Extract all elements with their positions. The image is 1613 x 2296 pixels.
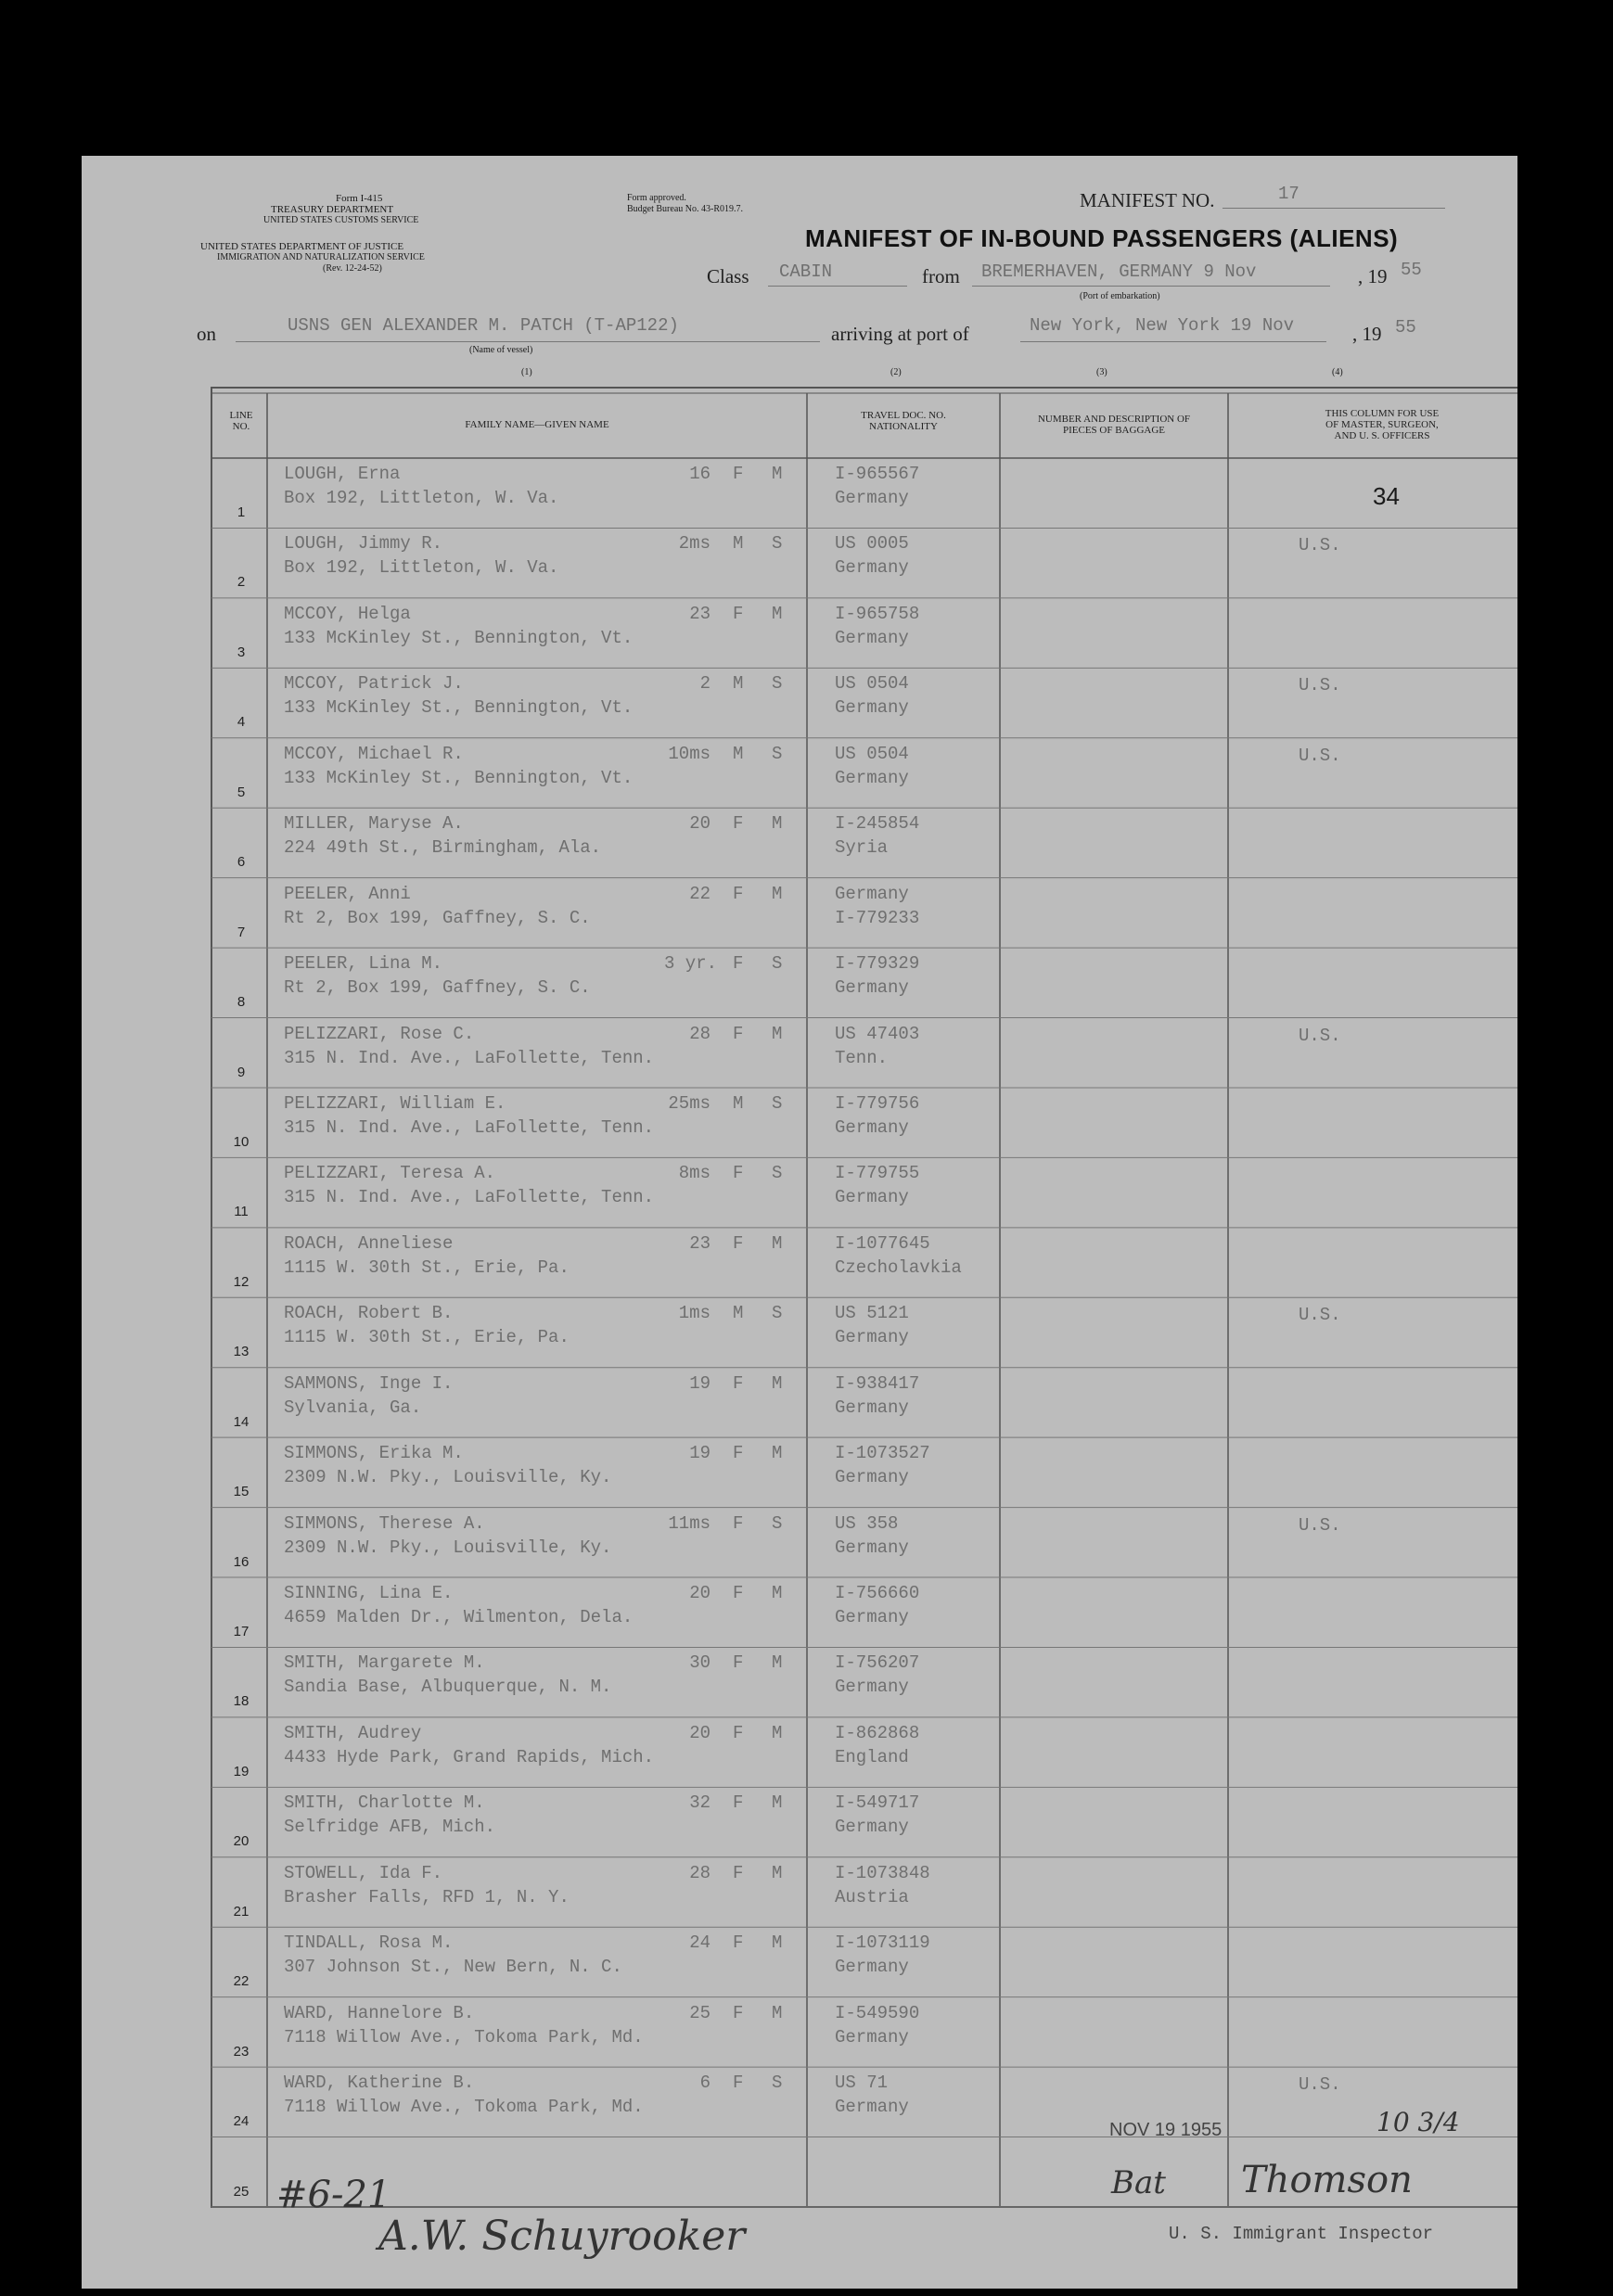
manifest-sheet: [82, 156, 1517, 2289]
passenger-age: 2ms: [678, 533, 710, 555]
passenger-name: SIMMONS, Therese A.: [284, 1512, 485, 1534]
passenger-age: 2: [699, 673, 710, 695]
passenger-sex: F: [733, 1372, 744, 1394]
passenger-name: SMITH, Audrey: [284, 1722, 422, 1743]
col-travel: [807, 410, 1000, 432]
table-row: [82, 1018, 1517, 1088]
passenger-age: 23: [689, 603, 710, 624]
passenger-marital: S: [772, 1163, 783, 1184]
passenger-name: SMITH, Margarete M.: [284, 1652, 485, 1674]
passenger-name: WARD, Hannelore B.: [284, 2002, 475, 2023]
passenger-age: 8ms: [678, 1163, 710, 1184]
passenger-sex: F: [733, 813, 744, 835]
line-number: 19: [233, 1763, 250, 1779]
passenger-address: 133 McKinley St., Bennington, Vt.: [284, 697, 634, 719]
line-number: 24: [233, 2113, 250, 2130]
passenger-address: 4433 Hyde Park, Grand Rapids, Mich.: [284, 1746, 655, 1767]
col-officers: [1228, 408, 1536, 441]
table-row: [82, 2067, 1517, 2137]
passenger-address: 2309 N.W. Pky., Louisville, Ky.: [284, 1467, 612, 1488]
col-baggage-1: NUMBER AND DESCRIPTION OF: [1037, 414, 1191, 425]
nationality: Syria: [835, 837, 889, 859]
line-number: 25: [233, 2183, 250, 2200]
passenger-name: SAMMONS, Inge I.: [284, 1372, 454, 1394]
passenger-age: 3 yr.: [664, 953, 718, 975]
from-label: from: [922, 265, 960, 287]
travel-doc-no: Germany: [835, 883, 909, 904]
passenger-sex: F: [733, 1652, 744, 1674]
passenger-sex: F: [733, 464, 744, 484]
nationality: Tenn.: [835, 1047, 889, 1068]
budget-bureau: Budget Bureau No. 43-R019.7.: [627, 204, 743, 214]
nationality: Germany: [835, 697, 909, 719]
table-row: [82, 1997, 1517, 2067]
travel-doc-no: US 47403: [835, 1023, 920, 1044]
col-travel-doc: TRAVEL DOC. NO.: [861, 410, 946, 421]
on-label: on: [197, 323, 216, 345]
passenger-sex: F: [733, 1443, 744, 1464]
vessel-caption: (Name of vessel): [469, 345, 533, 355]
line-number: 6: [237, 854, 246, 871]
passenger-address: 7118 Willow Ave., Tokoma Park, Md.: [284, 2097, 644, 2118]
passenger-address: Selfridge AFB, Mich.: [284, 1817, 496, 1838]
travel-doc-no: I-779329: [835, 953, 920, 975]
passenger-name: MCCOY, Michael R.: [284, 743, 464, 764]
passenger-age: 20: [689, 1583, 710, 1604]
inspector-label: U. S. Immigrant Inspector: [1169, 2224, 1434, 2244]
line-number: 17: [233, 1624, 250, 1640]
year-prefix-2: , 19: [1352, 323, 1382, 345]
travel-doc-no: US 5121: [835, 1303, 909, 1324]
passenger-name: PEELER, Anni: [284, 883, 411, 904]
col-officers-1: THIS COLUMN FOR USE: [1325, 408, 1440, 419]
table-row: [82, 1787, 1517, 1856]
passenger-sex: F: [733, 1023, 744, 1044]
table-row: [82, 738, 1517, 808]
justice-dept: UNITED STATES DEPARTMENT OF JUSTICE: [200, 241, 404, 252]
nationality: Czecholavkia: [835, 1256, 962, 1278]
col-nationality: NATIONALITY: [869, 421, 938, 432]
passenger-age: 28: [689, 1023, 710, 1044]
passenger-age: 22: [689, 883, 710, 904]
line-number: 8: [237, 994, 246, 1011]
passenger-age: 32: [689, 1792, 710, 1814]
officer-count: 34: [1373, 482, 1400, 510]
line-number: 15: [233, 1484, 250, 1500]
passenger-age: 1ms: [678, 1303, 710, 1324]
passenger-age: 20: [689, 813, 710, 835]
passenger-address: 7118 Willow Ave., Tokoma Park, Md.: [284, 2026, 644, 2047]
passenger-marital: M: [772, 1023, 783, 1044]
line-number: 4: [237, 714, 246, 731]
col-baggage-2: PIECES OF BAGGAGE: [1062, 425, 1165, 436]
passenger-marital: M: [772, 1372, 783, 1394]
line-number: 7: [237, 924, 246, 940]
nationality: Austria: [835, 1886, 909, 1907]
passenger-name: WARD, Katherine B.: [284, 2073, 475, 2094]
passenger-sex: M: [733, 743, 744, 764]
nationality: Germany: [835, 767, 909, 788]
passenger-sex: M: [733, 1303, 744, 1324]
nationality: Germany: [835, 1957, 909, 1978]
total-note: #6-21: [276, 2174, 391, 2216]
passenger-name: PEELER, Lina M.: [284, 953, 443, 975]
passenger-name: PELIZZARI, William E.: [284, 1092, 506, 1114]
passenger-sex: F: [733, 603, 744, 624]
travel-doc-no: I-779755: [835, 1163, 920, 1184]
nationality: Germany: [835, 1397, 909, 1418]
table-row: [82, 1857, 1517, 1927]
passenger-age: 19: [689, 1372, 710, 1394]
passenger-sex: M: [733, 673, 744, 695]
passenger-name: ROACH, Anneliese: [284, 1232, 454, 1254]
passenger-marital: M: [772, 1583, 783, 1604]
year-1: 55: [1401, 260, 1422, 280]
nationality: Germany: [835, 1607, 909, 1628]
passenger-sex: F: [733, 1512, 744, 1534]
passenger-address: Sylvania, Ga.: [284, 1397, 422, 1418]
date-stamp: NOV 19 1955: [1109, 2120, 1223, 2140]
immigration-service: IMMIGRATION AND NATURALIZATION SERVICE: [217, 252, 425, 262]
col-line-no: LINE NO.: [229, 410, 253, 432]
line-number: 12: [233, 1273, 250, 1290]
passenger-marital: S: [772, 533, 783, 555]
travel-doc-no: US 0504: [835, 743, 909, 764]
page-title: MANIFEST OF IN-BOUND PASSENGERS (ALIENS): [805, 224, 1399, 252]
passenger-address: 1115 W. 30th St., Erie, Pa.: [284, 1327, 570, 1348]
travel-doc-no: I-1073119: [835, 1932, 930, 1954]
officer-note: U.S.: [1299, 745, 1341, 766]
passenger-marital: M: [772, 2002, 783, 2023]
table-row: [82, 1647, 1517, 1716]
travel-doc-no: I-1077645: [835, 1232, 930, 1254]
passenger-address: Box 192, Littleton, W. Va.: [284, 488, 559, 508]
passenger-name: MILLER, Maryse A.: [284, 813, 464, 835]
passenger-age: 10ms: [668, 743, 710, 764]
passenger-sex: F: [733, 1583, 744, 1604]
passenger-age: 30: [689, 1652, 710, 1674]
year-prefix-1: , 19: [1358, 265, 1388, 287]
passenger-marital: M: [772, 1862, 783, 1883]
officer-note: U.S.: [1299, 2074, 1341, 2096]
line-number: 14: [233, 1413, 250, 1430]
passenger-marital: M: [772, 603, 783, 624]
passenger-marital: S: [772, 2073, 783, 2094]
table-row: [82, 808, 1517, 877]
officer-note: U.S.: [1299, 535, 1341, 556]
travel-doc-no: US 0005: [835, 533, 909, 555]
passenger-age: 23: [689, 1232, 710, 1254]
arrival-port: New York, New York 19 Nov: [1030, 315, 1295, 336]
frac-note: 10 3/4: [1376, 2107, 1460, 2137]
form-approved: Form approved.: [627, 193, 686, 203]
passenger-name: PELIZZARI, Teresa A.: [284, 1163, 496, 1184]
passenger-sex: F: [733, 1163, 744, 1184]
inspector-signature: Thomson: [1241, 2159, 1413, 2201]
nationality: Germany: [835, 1327, 909, 1348]
table-row: [82, 1927, 1517, 1996]
passenger-name: MCCOY, Patrick J.: [284, 673, 464, 695]
travel-doc-no: US 0504: [835, 673, 909, 695]
passenger-age: 25: [689, 2002, 710, 2023]
passenger-marital: M: [772, 1232, 783, 1254]
passenger-marital: S: [772, 953, 783, 975]
passenger-address: Box 192, Littleton, W. Va.: [284, 557, 559, 579]
bottom-signature: A.W. Schuyrooker: [378, 2213, 746, 2260]
nationality: Germany: [835, 488, 909, 508]
col-baggage: [1000, 414, 1228, 436]
passenger-address: 133 McKinley St., Bennington, Vt.: [284, 627, 634, 648]
treasury-dept: TREASURY DEPARTMENT: [271, 204, 394, 215]
travel-doc-no: I-756207: [835, 1652, 920, 1674]
col-officers-3: AND U. S. OFFICERS: [1334, 430, 1430, 441]
vessel-name: USNS GEN ALEXANDER M. PATCH (T-AP122): [288, 315, 679, 336]
passenger-age: 24: [689, 1932, 710, 1954]
table-row: [82, 1157, 1517, 1227]
table-row: [82, 1088, 1517, 1157]
officer-note: U.S.: [1299, 1305, 1341, 1326]
table-row: [82, 1297, 1517, 1367]
table-row: [82, 878, 1517, 948]
passenger-address: 1115 W. 30th St., Erie, Pa.: [284, 1256, 570, 1278]
passenger-sex: F: [733, 1862, 744, 1883]
nationality: Germany: [835, 1677, 909, 1698]
passenger-sex: F: [733, 1932, 744, 1954]
passenger-address: Rt 2, Box 199, Gaffney, S. C.: [284, 977, 591, 999]
table-row: [82, 668, 1517, 737]
passenger-marital: M: [772, 1443, 783, 1464]
form-id: Form I-415: [336, 193, 383, 204]
table-row: [82, 458, 1517, 528]
passenger-address: Rt 2, Box 199, Gaffney, S. C.: [284, 907, 591, 928]
manifest-no-label: MANIFEST NO.: [1080, 189, 1215, 211]
nationality: Germany: [835, 1817, 909, 1838]
line-number: 23: [233, 2043, 250, 2060]
nationality: Germany: [835, 1187, 909, 1208]
passenger-address: 307 Johnson St., New Bern, N. C.: [284, 1957, 622, 1978]
travel-doc-no: I-862868: [835, 1722, 920, 1743]
passenger-sex: M: [733, 1092, 744, 1114]
passenger-name: ROACH, Robert B.: [284, 1303, 454, 1324]
travel-doc-no: US 71: [835, 2073, 889, 2094]
officer-note: U.S.: [1299, 1025, 1341, 1046]
table-row: [82, 1508, 1517, 1577]
passenger-marital: M: [772, 1652, 783, 1674]
passenger-address: Brasher Falls, RFD 1, N. Y.: [284, 1886, 570, 1907]
passenger-marital: S: [772, 743, 783, 764]
table-row: [82, 528, 1517, 597]
passenger-sex: F: [733, 2073, 744, 2094]
passenger-name: SMITH, Charlotte M.: [284, 1792, 485, 1814]
line-number: 9: [237, 1064, 246, 1080]
line-number: 22: [233, 1973, 250, 1990]
passenger-marital: S: [772, 1303, 783, 1324]
passenger-marital: S: [772, 673, 783, 695]
col-num-2: (2): [890, 367, 902, 377]
table-row: [82, 1228, 1517, 1297]
class-value: CABIN: [779, 261, 833, 282]
passenger-marital: M: [772, 1932, 783, 1954]
travel-doc-no: I-245854: [835, 813, 920, 835]
nationality: Germany: [835, 2026, 909, 2047]
line-number: 1: [237, 504, 246, 520]
nationality: I-779233: [835, 907, 920, 928]
passenger-address: 315 N. Ind. Ave., LaFollette, Tenn.: [284, 1187, 655, 1208]
nationality: Germany: [835, 1116, 909, 1138]
line-number: 18: [233, 1693, 250, 1710]
table-row: [82, 948, 1517, 1017]
passenger-sex: F: [733, 2002, 744, 2023]
travel-doc-no: I-756660: [835, 1583, 920, 1604]
col-officers-2: OF MASTER, SURGEON,: [1325, 419, 1439, 430]
passenger-address: Sandia Base, Albuquerque, N. M.: [284, 1677, 612, 1698]
line-number: 13: [233, 1344, 250, 1360]
travel-doc-no: I-938417: [835, 1372, 920, 1394]
passenger-marital: S: [772, 1512, 783, 1534]
nationality: Germany: [835, 1467, 909, 1488]
travel-doc-no: I-1073527: [835, 1443, 930, 1464]
table-row: [82, 1717, 1517, 1787]
passenger-age: 25ms: [668, 1092, 710, 1114]
passenger-address: 315 N. Ind. Ave., LaFollette, Tenn.: [284, 1047, 655, 1068]
passenger-address: 133 McKinley St., Bennington, Vt.: [284, 767, 634, 788]
passenger-marital: M: [772, 1722, 783, 1743]
col-num-3: (3): [1096, 367, 1107, 377]
officer-note: U.S.: [1299, 675, 1341, 696]
travel-doc-no: I-779756: [835, 1092, 920, 1114]
passenger-name: STOWELL, Ida F.: [284, 1862, 443, 1883]
line-number: 16: [233, 1553, 250, 1570]
passenger-name: LOUGH, Jimmy R.: [284, 533, 443, 555]
line-number: 3: [237, 644, 246, 660]
class-label: Class: [707, 265, 749, 287]
passenger-marital: S: [772, 1092, 783, 1114]
nationality: Germany: [835, 627, 909, 648]
passenger-name: TINDALL, Rosa M.: [284, 1932, 454, 1954]
passenger-name: PELIZZARI, Rose C.: [284, 1023, 475, 1044]
table-row: [82, 1368, 1517, 1437]
passenger-address: 315 N. Ind. Ave., LaFollette, Tenn.: [284, 1116, 655, 1138]
passenger-sex: M: [733, 533, 744, 555]
passenger-name: SIMMONS, Erika M.: [284, 1443, 464, 1464]
nationality: England: [835, 1746, 909, 1767]
line-number: 20: [233, 1833, 250, 1850]
line-number: 21: [233, 1903, 250, 1920]
table-row: [82, 598, 1517, 668]
passenger-age: 28: [689, 1862, 710, 1883]
port-embark-caption: (Port of embarkation): [1080, 291, 1160, 301]
travel-doc-no: I-549590: [835, 2002, 920, 2023]
table-row: [82, 1437, 1517, 1507]
col-num-4: (4): [1332, 367, 1343, 377]
nationality: Germany: [835, 2097, 909, 2118]
initials: Bat: [1111, 2164, 1166, 2201]
officer-note: U.S.: [1299, 1514, 1341, 1536]
nationality: Germany: [835, 977, 909, 999]
passenger-sex: F: [733, 1792, 744, 1814]
passenger-age: 16: [689, 464, 710, 484]
customs-service: UNITED STATES CUSTOMS SERVICE: [263, 215, 419, 225]
passenger-age: 11ms: [668, 1512, 710, 1534]
manifest-no: 17: [1278, 184, 1299, 204]
revision: (Rev. 12-24-52): [323, 263, 382, 274]
passenger-sex: F: [733, 953, 744, 975]
passenger-marital: M: [772, 464, 783, 484]
passenger-marital: M: [772, 883, 783, 904]
line-number: 2: [237, 574, 246, 591]
passenger-age: 19: [689, 1443, 710, 1464]
passenger-sex: F: [733, 1722, 744, 1743]
passenger-sex: F: [733, 1232, 744, 1254]
passenger-marital: M: [772, 813, 783, 835]
passenger-age: 20: [689, 1722, 710, 1743]
passenger-address: 224 49th St., Birmingham, Ala.: [284, 837, 602, 859]
passenger-name: SINNING, Lina E.: [284, 1583, 454, 1604]
line-number: 11: [234, 1204, 249, 1220]
passenger-name: MCCOY, Helga: [284, 603, 411, 624]
table-row: [82, 1577, 1517, 1647]
travel-doc-no: US 358: [835, 1512, 899, 1534]
arriving-label: arriving at port of: [831, 323, 969, 345]
passenger-sex: F: [733, 883, 744, 904]
travel-doc-no: I-965758: [835, 603, 920, 624]
nationality: Germany: [835, 1537, 909, 1558]
line-number: 10: [233, 1133, 250, 1150]
col-num-1: (1): [521, 367, 532, 377]
passenger-age: 6: [699, 2073, 710, 2094]
travel-doc-no: I-549717: [835, 1792, 920, 1814]
line-number: 5: [237, 784, 246, 800]
passenger-address: 2309 N.W. Pky., Louisville, Ky.: [284, 1537, 612, 1558]
travel-doc-no: I-1073848: [835, 1862, 930, 1883]
passenger-marital: M: [772, 1792, 783, 1814]
passenger-name: LOUGH, Erna: [284, 464, 401, 484]
year-2: 55: [1395, 317, 1416, 338]
from-value: BREMERHAVEN, GERMANY 9 Nov: [981, 261, 1257, 282]
passenger-address: 4659 Malden Dr., Wilmenton, Dela.: [284, 1607, 634, 1628]
nationality: Germany: [835, 557, 909, 579]
col-name: FAMILY NAME—GIVEN NAME: [465, 419, 609, 430]
travel-doc-no: I-965567: [835, 464, 920, 484]
